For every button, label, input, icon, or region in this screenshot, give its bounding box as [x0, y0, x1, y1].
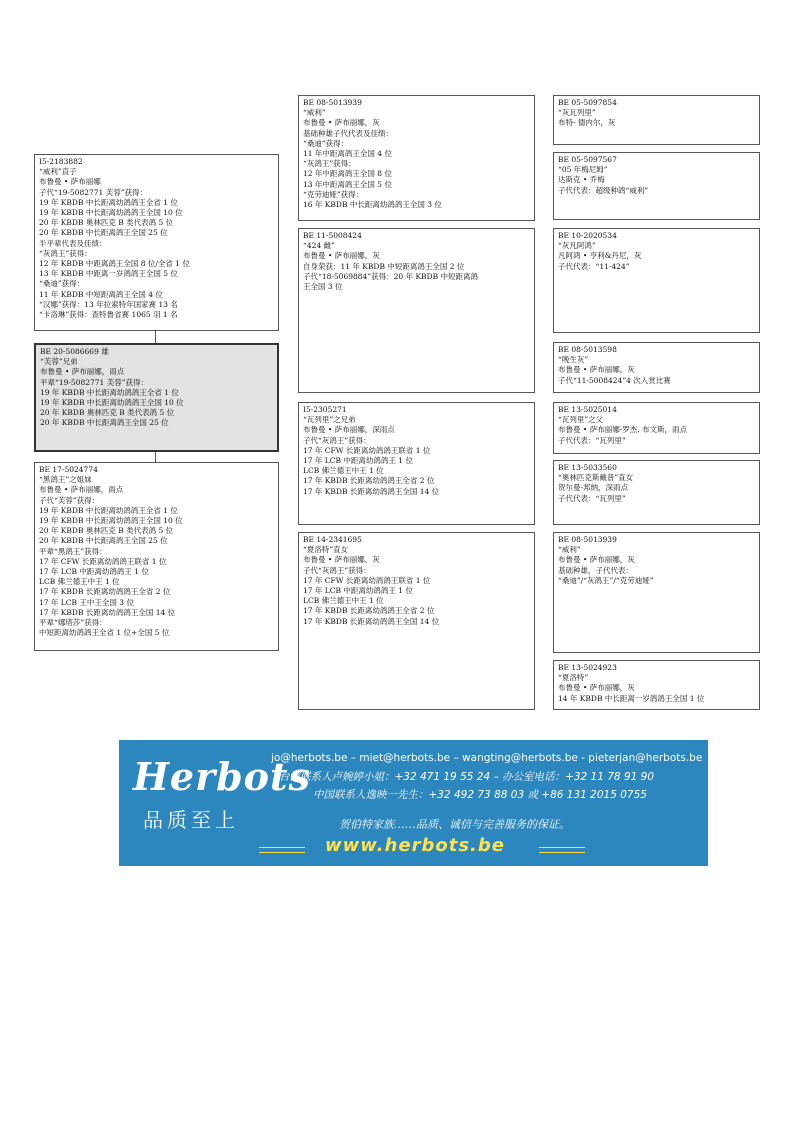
- pedigree-line: 凡阿鸿 • 亨利&丹尼，灰: [558, 251, 642, 261]
- pedigree-line: 12 年中距离鸽王全国 8 位: [303, 169, 392, 179]
- ring-number: BE 05-5097854: [558, 98, 617, 107]
- banner-deco-right: [539, 847, 585, 853]
- pedigree-line: 平辈“娜塔莎”获得：: [39, 618, 107, 628]
- pedigree-line: 子代代表：“11-424”: [558, 261, 630, 271]
- ring-number: BE 20-5086669 雄: [40, 347, 109, 356]
- pedigree-line: 17 年 CFW 长距离幼鸽鸽王联省 1 位: [303, 575, 431, 585]
- pedigree-line: 自身荣获：11 年 KBDB 中短距离鸽王全国 2 位: [303, 261, 465, 271]
- pedigree-line: “424 雌”: [303, 241, 335, 251]
- pedigree-dds: [553, 532, 760, 653]
- ring-number: BE 13-5024923: [558, 663, 617, 672]
- pedigree-line: 布鲁曼 • 萨布丽娜，雨点: [39, 485, 124, 495]
- pedigree-line: 17 年 LCB 中距离幼鸽鸽王 1 位: [303, 456, 413, 466]
- pedigree-line: 中短距离幼鸽鸽王全省 1 位+全国 5 位: [39, 628, 170, 638]
- ring-number: BE 08-5013939: [558, 535, 617, 544]
- pedigree-line: 子代“芙蓉”获得：: [39, 495, 100, 505]
- ring-number: I5-2183882: [39, 157, 83, 166]
- pedigree-line: 20 年 KBDB 奥林匹克 B 类代表鸽 5 位: [39, 218, 174, 228]
- pedigree-line: “瓦列里”之父: [558, 415, 604, 425]
- pedigree-line: LCB 佛兰德王中王 1 位: [39, 577, 120, 587]
- pedigree-sss: [553, 95, 760, 145]
- pedigree-line: 20 年 KBDB 奥林匹克 B 类代表鸽 5 位: [39, 526, 174, 536]
- herbots-banner: [119, 740, 708, 866]
- pedigree-line: “瓦列里”之兄弟: [303, 415, 356, 425]
- ring-number: BE 05-5097567: [558, 155, 617, 164]
- pedigree-line: 17 年 KBDB 长距离幼鸽鸽王全国 14 位: [303, 486, 440, 496]
- pedigree-line: 19 年 KBDB 中长距离幼鸽鸽王全省 1 位: [39, 505, 178, 515]
- pedigree-line: 20 年 KBDB 中长距离鸽王全国 25 位: [40, 418, 169, 428]
- pedigree-dam-sire: [298, 402, 535, 525]
- pedigree-line: 17 年 CFW 长距离幼鸽鸽王联省 1 位: [39, 556, 167, 566]
- pedigree-line: 19 年 KBDB 中长距离幼鸽鸽王全省 1 位: [39, 197, 178, 207]
- pedigree-line: 平辈“黑鸽王”获得：: [39, 546, 107, 556]
- pedigree-line: 布鲁曼 • 萨布丽娜，灰: [303, 118, 380, 128]
- pedigree-line: 布特- 德内尔，灰: [558, 118, 616, 128]
- pedigree-line: 子代“19-5082771 芙蓉”获得：: [39, 187, 148, 197]
- pedigree-dsd: [553, 460, 760, 525]
- herbots-logo: Herbots: [133, 754, 311, 799]
- pedigree-line: 17 年 KBDB 长距离幼鸽鸽王全省 2 位: [39, 587, 171, 597]
- pedigree-sire-dam: [298, 228, 535, 393]
- pedigree-line: “奥林匹克斯戴普”直女: [558, 473, 634, 483]
- pedigree-ddd: [553, 660, 760, 710]
- pedigree-line: 17 年 KBDB 长距离幼鸽鸽王全省 2 位: [303, 476, 435, 486]
- pedigree-line: “桑迪”获得：: [303, 138, 349, 148]
- connector-subject-sire: [155, 330, 156, 344]
- pedigree-line: 子代代表：超级种鸽“威利”: [558, 185, 649, 195]
- pedigree-line: “05 年梅尼姆”: [558, 165, 608, 175]
- pedigree-line: “夏洛特”: [558, 673, 589, 683]
- pedigree-line: 半平辈代表及佳绩：: [39, 238, 107, 248]
- pedigree-line: 17 年 LCB 中距离幼鸽鸽王 1 位: [39, 567, 149, 577]
- pedigree-line: “汉娜”获得：13 年拉索特年国家赛 13 名: [39, 299, 178, 309]
- pedigree-line: 布鲁曼 • 萨布丽娜-罗杰. 布文斯，雨点: [558, 425, 687, 435]
- pedigree-line: 17 年 CFW 长距离幼鸽鸽王联省 1 位: [303, 445, 431, 455]
- pedigree-ssd: [553, 152, 760, 220]
- pedigree-line: “桑迪”/“灰鸽王”/“克劳迪娅”: [558, 575, 654, 585]
- pedigree-line: “黑鸽王”之姐妹: [39, 475, 92, 485]
- pedigree-line: 达斯克 • 乔梅: [558, 175, 605, 185]
- pedigree-line: 平辈“19-5082771 芙蓉”获得：: [40, 377, 149, 387]
- pedigree-line: 17 年 KBDB 长距离幼鸽鸽王全国 14 位: [39, 607, 176, 617]
- ring-number: BE 14-2341695: [303, 535, 362, 544]
- ring-number: BE 08-5013598: [558, 345, 617, 354]
- pedigree-line: 11 年 KBDB 中短距离鸽王全国 4 位: [39, 289, 163, 299]
- pedigree-sds: [553, 228, 760, 333]
- pedigree-line: 11 年中距离鸽王全国 4 位: [303, 149, 392, 159]
- banner-china-contact: 中国联系人逸映一先生：+32 492 73 88 03 或 +86 131 2015 0755: [313, 789, 647, 801]
- pedigree-line: “芙蓉”兄弟: [40, 357, 78, 367]
- pedigree-sdd: [553, 342, 760, 393]
- pedigree-line: 王全国 3 位: [303, 282, 343, 292]
- pedigree-line: 13 年中距离鸽王全国 5 位: [303, 179, 392, 189]
- pedigree-line: 14 年 KBDB 中长距离一岁鸽鸽王全国 1 位: [558, 693, 705, 703]
- pedigree-line: 17 年 LCB 王中王全国 3 位: [39, 597, 134, 607]
- pedigree-sire: [34, 154, 279, 331]
- pedigree-line: “晚生灰”: [558, 355, 589, 365]
- banner-slogan: 品质至上: [143, 808, 239, 832]
- pedigree-line: LCB 佛兰德王中王 1 位: [303, 466, 384, 476]
- ring-number: I5-2305271: [303, 405, 347, 414]
- pedigree-line: 12 年 KBDB 中距离鸽王全国 8 位/全省 1 位: [39, 259, 190, 269]
- banner-taiwan-contact: 台湾联系人卢婉婷小姐：+32 471 19 55 24 – 办公室电话：+32 11 78 91 90: [279, 771, 655, 783]
- pedigree-line: 19 年 KBDB 中长距离幼鸽鸽王全国 10 位: [39, 208, 183, 218]
- pedigree-dss: [553, 402, 760, 454]
- pedigree-line: 子代“灰鸽王”获得：: [303, 565, 371, 575]
- banner-emails: jo@herbots.be – miet@herbots.be – wangting@herbots.be - pieterjan@herbots.be: [271, 752, 703, 764]
- pedigree-line: 子代“18-5069884”获得：20 年 KBDB 中短距离鸽: [303, 271, 478, 281]
- pedigree-line: 子代代表：“瓦列里”: [558, 435, 626, 445]
- ring-number: BE 13-5025014: [558, 405, 617, 414]
- pedigree-line: 布鲁曼 • 萨布丽娜，深雨点: [303, 425, 395, 435]
- pedigree-line: 19 年 KBDB 中长距离幼鸽鸽王全省 1 位: [40, 387, 179, 397]
- pedigree-line: 17 年 LCB 中距离幼鸽鸽王 1 位: [303, 586, 413, 596]
- ring-number: BE 11-5008424: [303, 231, 362, 240]
- pedigree-line: 基础种雄子代代表及佳绩：: [303, 128, 393, 138]
- pedigree-line: 贺尔曼-邦纳，深雨点: [558, 483, 629, 493]
- ring-number: BE 08-5013939: [303, 98, 362, 107]
- pedigree-line: 17 年 KBDB 长距离幼鸽鸽王全国 14 位: [303, 616, 440, 626]
- pedigree-line: 布鲁曼 • 萨布丽娜，灰: [558, 365, 635, 375]
- pedigree-line: “夏洛特”直女: [303, 545, 349, 555]
- pedigree-line: 19 年 KBDB 中长距离幼鸽鸽王全国 10 位: [40, 398, 184, 408]
- ring-number: BE 17-5024774: [39, 465, 98, 474]
- pedigree-line: “威利”: [303, 108, 326, 118]
- banner-website[interactable]: www.herbots.be: [325, 835, 505, 856]
- pedigree-line: 16 年 KBDB 中长距离幼鸽鸽王全国 3 位: [303, 200, 442, 210]
- pedigree-subject: [34, 343, 279, 452]
- pedigree-dam-dam: [298, 532, 535, 710]
- pedigree-line: “威利”: [558, 545, 581, 555]
- pedigree-line: 17 年 KBDB 长距离幼鸽鸽王全省 2 位: [303, 606, 435, 616]
- banner-tagline: 贺伯特家族……品质、诚信与完善服务的保证。: [339, 818, 570, 831]
- pedigree-line: 布鲁曼 • 萨布丽娜，灰: [303, 555, 380, 565]
- pedigree-line: 基础种雄，子代代表：: [558, 565, 633, 575]
- pedigree-line: 子代“灰鸽王”获得：: [303, 435, 371, 445]
- pedigree-line: 19 年 KBDB 中长距离幼鸽鸽王全国 10 位: [39, 516, 183, 526]
- pedigree-line: 布鲁曼 • 萨布丽娜，灰: [303, 251, 380, 261]
- pedigree-line: 20 年 KBDB 奥林匹克 B 类代表鸽 5 位: [40, 408, 175, 418]
- pedigree-line: 布鲁曼 • 萨布丽娜: [39, 177, 101, 187]
- pedigree-line: 子代“11-5008424”4 次入赏比赛: [558, 375, 671, 385]
- pedigree-sire-sire: [298, 95, 535, 221]
- pedigree-line: 13 年 KBDB 中距离一岁鸽鸽王全国 5 位: [39, 269, 178, 279]
- pedigree-line: “卡洛琳”获得：查特鲁省赛 1065 羽 1 名: [39, 310, 178, 320]
- pedigree-line: “灰瓦列里”: [558, 108, 596, 118]
- pedigree-line: 布鲁曼 • 萨布丽娜，灰: [558, 683, 635, 693]
- pedigree-line: “灰鸽王”获得：: [303, 159, 356, 169]
- pedigree-dam: [34, 462, 279, 651]
- pedigree-line: 子代代表：“瓦列里”: [558, 493, 626, 503]
- ring-number: BE 10-2020534: [558, 231, 617, 240]
- pedigree-line: 20 年 KBDB 中长距离鸽王全国 25 位: [39, 228, 168, 238]
- pedigree-line: 布鲁曼 • 萨布丽娜，雨点: [40, 367, 125, 377]
- pedigree-line: “灰凡阿鸿”: [558, 241, 596, 251]
- pedigree-line: “桑迪”获得：: [39, 279, 85, 289]
- banner-deco-left: [259, 847, 305, 853]
- pedigree-line: “威利”直子: [39, 167, 77, 177]
- pedigree-line: 布鲁曼 • 萨布丽娜，灰: [558, 555, 635, 565]
- pedigree-line: “灰鸽王”获得：: [39, 248, 92, 258]
- ring-number: BE 13-5033560: [558, 463, 617, 472]
- pedigree-line: LCB 佛兰德王中王 1 位: [303, 596, 384, 606]
- pedigree-line: “克劳迪娅”获得：: [303, 189, 364, 199]
- pedigree-line: 20 年 KBDB 中长距离鸽王全国 25 位: [39, 536, 168, 546]
